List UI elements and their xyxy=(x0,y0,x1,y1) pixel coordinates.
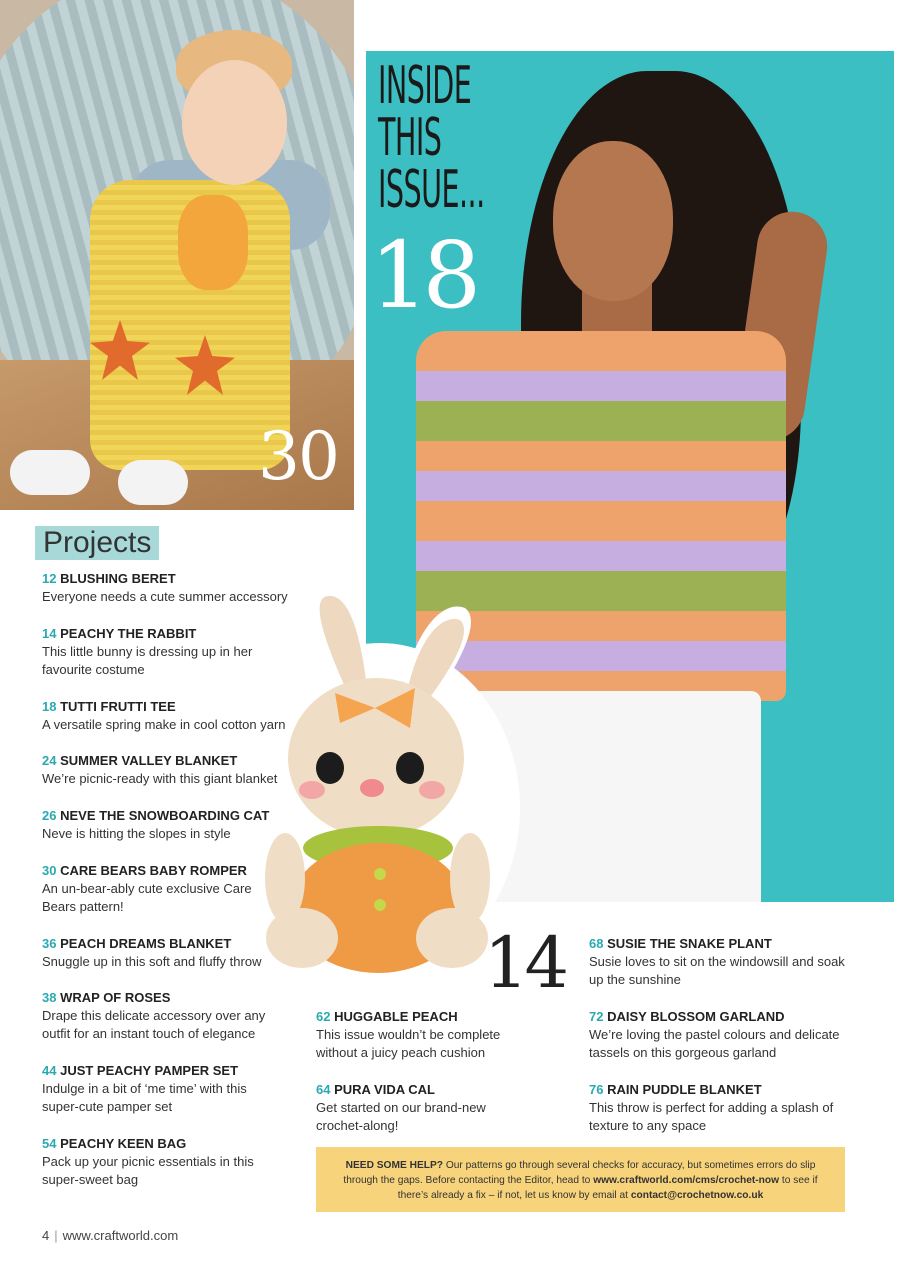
project-entry[interactable] xyxy=(316,1008,516,1062)
help-lead: NEED SOME HELP? xyxy=(345,1160,443,1171)
project-desc: Snuggle up in this soft and fluffy throw xyxy=(42,954,262,969)
project-title: HUGGABLE PEACH xyxy=(334,1009,458,1024)
footer-page-number: 4 xyxy=(42,1228,50,1243)
project-title: JUST PEACHY PAMPER SET xyxy=(60,1063,239,1078)
project-entry[interactable] xyxy=(42,862,252,916)
project-page: 68 xyxy=(589,936,604,951)
project-desc: Get started on our brand-new crochet-along! xyxy=(316,1100,486,1133)
project-title: TUTTI FRUTTI TEE xyxy=(60,699,176,714)
project-page: 26 xyxy=(42,808,57,823)
project-page: 30 xyxy=(42,863,57,878)
project-page: 18 xyxy=(42,699,57,714)
project-entry[interactable] xyxy=(42,625,272,679)
project-entry[interactable] xyxy=(42,1062,272,1116)
project-desc: Indulge in a bit of ‘me time’ with this super-cute pamper set xyxy=(42,1081,247,1114)
project-page: 62 xyxy=(316,1009,331,1024)
project-title: SUMMER VALLEY BLANKET xyxy=(60,753,238,768)
project-entry[interactable] xyxy=(42,752,332,788)
help-notice xyxy=(316,1147,845,1212)
project-title: WRAP OF ROSES xyxy=(60,990,171,1005)
project-desc: An un-bear-ably cute exclusive Care Bears pattern! xyxy=(42,881,252,914)
project-entry[interactable] xyxy=(42,698,332,734)
page-footer xyxy=(42,1228,178,1243)
help-text-1: Our patterns go through several checks for accuracy, but sometimes errors do slip through the gaps. Before contacting the Editor, head to xyxy=(343,1160,816,1186)
project-title: PEACHY KEEN BAG xyxy=(60,1136,187,1151)
project-page: 14 xyxy=(42,626,57,641)
project-entry[interactable] xyxy=(589,935,849,989)
project-page: 12 xyxy=(42,571,57,586)
project-title: PEACHY THE RABBIT xyxy=(60,626,197,641)
footer-separator: | xyxy=(54,1228,58,1243)
project-entry[interactable] xyxy=(589,1081,849,1135)
project-desc: Drape this delicate accessory over any outfit for an instant touch of elegance xyxy=(42,1008,266,1041)
project-desc: Pack up your picnic essentials in this super-sweet bag xyxy=(42,1154,254,1187)
project-desc: We’re picnic-ready with this giant blanket xyxy=(42,771,278,786)
project-title: RAIN PUDDLE BLANKET xyxy=(607,1082,762,1097)
project-entry[interactable] xyxy=(316,1081,506,1135)
project-title: PURA VIDA CAL xyxy=(334,1082,435,1097)
help-email-link[interactable]: contact@crochetnow.co.uk xyxy=(630,1190,764,1201)
project-title: PEACH DREAMS BLANKET xyxy=(60,936,232,951)
project-page: 36 xyxy=(42,936,57,951)
project-page: 72 xyxy=(589,1009,604,1024)
project-page: 54 xyxy=(42,1136,57,1151)
project-entry[interactable] xyxy=(42,935,332,971)
project-entry[interactable] xyxy=(42,807,332,843)
project-title: SUSIE THE SNAKE PLANT xyxy=(607,936,772,951)
help-text-2: to see if there’s already a fix – if not, let us know by email at xyxy=(397,1175,818,1201)
project-page: 64 xyxy=(316,1082,331,1097)
project-entry[interactable] xyxy=(42,989,282,1043)
project-title: DAISY BLOSSOM GARLAND xyxy=(607,1009,785,1024)
project-entry[interactable] xyxy=(42,1135,272,1189)
project-desc: We’re loving the pastel colours and delicate tassels on this gorgeous garland xyxy=(589,1027,840,1060)
project-entry[interactable] xyxy=(42,570,332,606)
help-url-link[interactable]: www.craftworld.com/cms/crochet-now xyxy=(593,1175,780,1186)
project-desc: This little bunny is dressing up in her favourite costume xyxy=(42,644,253,677)
project-desc: A versatile spring make in cool cotton yarn xyxy=(42,717,286,732)
projects-heading: Projects xyxy=(35,526,159,560)
project-page: 44 xyxy=(42,1063,57,1078)
project-desc: Neve is hitting the slopes in style xyxy=(42,826,231,841)
bunny-page-number: 14 xyxy=(484,922,566,1004)
project-title: CARE BEARS BABY ROMPER xyxy=(60,863,247,878)
project-desc: This throw is perfect for adding a splash of texture to any space xyxy=(589,1100,834,1133)
inside-this-issue-title: INSIDE THIS ISSUE... xyxy=(378,56,485,220)
project-desc: Susie loves to sit on the windowsill and soak up the sunshine xyxy=(589,954,845,987)
project-desc: This issue wouldn’t be complete without a juicy peach cushion xyxy=(316,1027,501,1060)
footer-site-link[interactable]: www.craftworld.com xyxy=(62,1228,179,1243)
project-page: 24 xyxy=(42,753,57,768)
project-desc: Everyone needs a cute summer accessory xyxy=(42,589,288,604)
project-title: NEVE THE SNOWBOARDING CAT xyxy=(60,808,270,823)
project-entry[interactable] xyxy=(589,1008,849,1062)
baby-photo-page-number: 30 xyxy=(258,418,338,495)
project-title: BLUSHING BERET xyxy=(60,571,176,586)
feature-page-number: 18 xyxy=(370,222,476,329)
project-page: 38 xyxy=(42,990,57,1005)
project-page: 76 xyxy=(589,1082,604,1097)
